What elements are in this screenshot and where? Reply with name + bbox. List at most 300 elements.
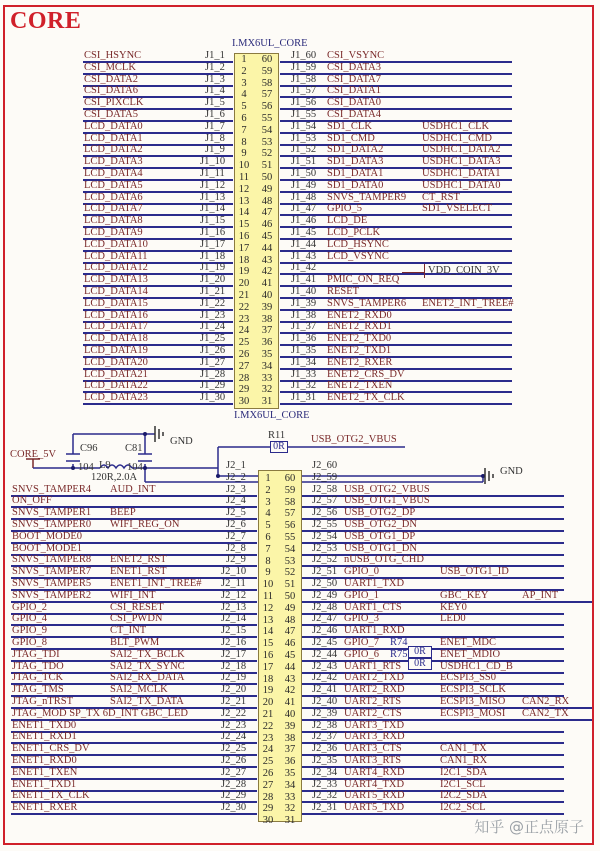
j2-pin-number-left: 30 <box>262 815 274 827</box>
j1-left-pin-ref: J1_29 <box>200 380 226 392</box>
j2-left-pin-ref: J2_11 <box>221 578 246 589</box>
j1-pin-number-left: 12 <box>238 183 250 195</box>
j1-pin-number-left: 6 <box>241 113 247 124</box>
j1-right-alt-label: USDHC1_DATA3 <box>422 156 501 168</box>
j1-left-net-label: LCD_DATA2 <box>84 144 143 156</box>
j2-right-net-label: UART1_RTS <box>344 660 402 672</box>
j2-right-alt-label: LED0 <box>440 613 466 625</box>
j2-pin-number-left: 25 <box>262 756 274 768</box>
j2-left-net-label: ENET1_TX_CLK <box>12 790 90 802</box>
j1-pin-number-left: 15 <box>238 219 250 231</box>
j1-pin-number-left: 4 <box>241 89 247 101</box>
j2-right-wire <box>302 754 564 756</box>
j2-right-wire <box>302 636 564 638</box>
j2-left-alt-label: WIFI_REG_ON <box>110 519 180 530</box>
j1-pin-number-right: 57 <box>261 89 273 101</box>
j1-pin-number-left: 8 <box>241 136 247 148</box>
j1-right-pin-ref: J1_49 <box>291 179 317 191</box>
j2-left-pin-ref: J2_14 <box>221 613 247 625</box>
j1-left-pin-ref: J1_27 <box>200 356 226 368</box>
j2-pin-number-left: 2 <box>265 484 271 496</box>
j2-left-pin-ref: J2_6 <box>226 519 246 530</box>
j2-right-net-label: UART3_TXD <box>344 719 405 731</box>
j1-left-pin-ref: J1_21 <box>200 286 226 297</box>
j2-pin-number-right: 48 <box>284 614 296 626</box>
j1-right-net-label: LCD_HSYNC <box>327 238 389 250</box>
j2-right-wire <box>302 660 564 662</box>
r75-resistor: 0R <box>408 658 432 670</box>
j2-left-net-label: SNVS_TAMPER4 <box>12 483 92 495</box>
j2-pin-number-right: 39 <box>284 720 296 732</box>
j2-right-alt-label: ENET_MDC <box>440 637 496 648</box>
j2-left-pin-ref: J2_18 <box>221 660 247 672</box>
j1-pin-number-right: 41 <box>261 278 273 290</box>
j2-left-net-label: SNVS_TAMPER1 <box>12 507 92 519</box>
j2-right-pin-ref: J2_43 <box>312 660 338 672</box>
j1-left-pin-ref: J1_11 <box>200 168 225 179</box>
j2-pin-number-right: 47 <box>284 626 296 638</box>
j1-left-net-label: LCD_DATA15 <box>84 297 148 309</box>
j1-left-pin-ref: J1_8 <box>205 132 225 144</box>
j1-right-net-label: SD1_DATA1 <box>327 168 384 179</box>
j2-left-net-label: GPIO_8 <box>12 637 48 648</box>
j2-right-net-label: UART2_RXD <box>344 684 405 696</box>
j1-left-pin-ref: J1_6 <box>205 109 225 120</box>
j2-right-wire <box>302 742 564 744</box>
j2-pin-number-left: 3 <box>265 496 271 508</box>
j2-right-wire <box>302 813 564 815</box>
j1-right-net-label: CSI_DATA3 <box>327 61 381 73</box>
j1-left-net-label: LCD_DATA18 <box>84 333 148 345</box>
j1-pin-number-right: 50 <box>261 172 273 183</box>
j2-pin-number-right: 59 <box>284 484 296 496</box>
j1-pin-number-right: 53 <box>261 136 273 148</box>
j2-left-pin-ref: J2_10 <box>221 566 247 578</box>
j1-left-pin-ref: J1_23 <box>200 309 226 321</box>
j2-right-alt-label: CAN1_RX <box>440 755 488 766</box>
watermark: 知乎 @正点原子 <box>474 818 584 836</box>
j1-left-pin-ref: J1_22 <box>200 297 226 309</box>
j1-pin-number-left: 27 <box>238 360 250 372</box>
j1-left-net-label: CSI_HSYNC <box>84 50 142 61</box>
j2-pin-number-left: 26 <box>262 768 274 779</box>
j2-right-wire <box>302 530 564 532</box>
c81-value: 104 <box>127 462 143 473</box>
j2-left-net-label: ENET1_RXD0 <box>12 755 77 766</box>
j1-right-net-label: CSI_DATA0 <box>327 97 381 109</box>
j2-right-pin-ref: J2_48 <box>312 601 338 613</box>
gnd-label-1: GND <box>170 436 193 447</box>
j1-pin-number-right: 45 <box>261 231 273 242</box>
c96-label: C96 <box>80 443 98 454</box>
j1-right-alt-label: USDHC1_CMD <box>422 132 493 144</box>
j2-left-pin-ref: J2_30 <box>221 802 247 814</box>
j2-pin-number-right: 38 <box>284 732 296 744</box>
j1-right-net-label: ENET2_TXD0 <box>327 333 392 345</box>
j2-left-alt-label: CSI_RESET <box>110 601 164 613</box>
j2-left-pin-ref: J2_22 <box>221 707 247 719</box>
j2-left-net-label: ENET1_TXD1 <box>12 778 77 790</box>
j2-right-wire <box>302 577 564 579</box>
j2-left-pin-ref: J2_28 <box>221 778 247 790</box>
j2-left-net-label: SNVS_TAMPER0 <box>12 519 92 530</box>
j2-right-alt-label: KEY0 <box>440 601 467 613</box>
j1-left-net-label: CSI_DATA6 <box>84 85 138 97</box>
j2-right-pin-ref: J2_54 <box>312 530 338 542</box>
j1-left-net-label: LCD_DATA10 <box>84 238 148 250</box>
j2-right-net-label: GPIO_6 <box>344 648 380 660</box>
j2-pin-number-right: 34 <box>284 779 296 791</box>
j1-pin-number-left: 10 <box>238 160 250 172</box>
j2-left-pin-ref: J2_5 <box>226 507 246 519</box>
j1-pin-number-left: 3 <box>241 77 247 89</box>
j2-right-pin-ref: J2_38 <box>312 719 338 731</box>
r74-resistor: 0R <box>408 646 432 658</box>
j1-left-pin-ref: J1_2 <box>205 61 225 73</box>
j2-pin-number-left: 29 <box>262 803 274 815</box>
j2-right-net-label: UART2_TXD <box>344 672 405 684</box>
j2-right-pin-ref: J2_53 <box>312 542 338 554</box>
j1-pin-number-left: 18 <box>238 254 250 266</box>
j1-pin-number-right: 46 <box>261 219 273 231</box>
vdd-coin-wire <box>402 272 424 273</box>
j2-left-net-label: JTAG_TMS <box>12 684 64 696</box>
j2-right-net-label: UART5_TXD <box>344 802 405 814</box>
j2-right-pin-ref: J2_60 <box>312 460 338 471</box>
j1-right-net-label: SD1_DATA3 <box>327 156 384 168</box>
j2-right-pin-ref: J2_42 <box>312 672 338 684</box>
j1-right-pin-ref: J1_36 <box>291 333 317 345</box>
j1-right-pin-ref: J1_37 <box>291 321 317 333</box>
j2-right-wire <box>302 565 564 567</box>
j1-right-alt-label: USDHC1_DATA0 <box>422 179 501 191</box>
j2-right-pin-ref: J2_47 <box>312 613 338 625</box>
j1-right-net-label: LCD_DE <box>327 215 368 227</box>
j1-pin-number-left: 14 <box>238 207 250 219</box>
j1-left-pin-ref: J1_26 <box>200 345 226 356</box>
j2-left-alt-label: SAI2_TX_SYNC <box>110 660 185 672</box>
j2-right-wire <box>302 778 564 780</box>
j2-pin-number-right: 37 <box>284 744 296 756</box>
j2-left-alt-label: AUD_INT <box>110 483 156 495</box>
j1-left-net-label: LCD_DATA23 <box>84 392 148 404</box>
j2-pin-number-right: 43 <box>284 673 296 685</box>
j1-right-net-label: LCD_VSYNC <box>327 250 389 262</box>
j1-right-pin-ref: J1_56 <box>291 97 317 109</box>
j2-right-pin-ref: J2_50 <box>312 578 338 589</box>
j1-right-net-label: SNVS_TAMPER9 <box>327 191 407 203</box>
j2-right-pin-ref: J2_40 <box>312 696 338 707</box>
j1-pin-number-left: 20 <box>238 278 250 290</box>
j2-left-pin-ref: J2_21 <box>221 696 247 707</box>
j2-pin-number-left: 6 <box>265 532 271 543</box>
j2-left-pin-ref: J2_8 <box>226 542 246 554</box>
j1-right-pin-ref: J1_60 <box>291 50 317 61</box>
j1-left-net-label: LCD_DATA12 <box>84 262 148 274</box>
j1-right-net-label: PMIC_ON_REQ <box>327 274 400 286</box>
page-title: CORE <box>10 8 82 34</box>
j1-pin-number-right: 59 <box>261 65 273 77</box>
j1-left-net-label: LCD_DATA16 <box>84 309 148 321</box>
j1-left-pin-ref: J1_28 <box>200 368 226 380</box>
j1-left-pin-ref: J1_13 <box>200 191 226 203</box>
j2-right-alt-label: I2C2_SCL <box>440 802 486 814</box>
j1-pin-number-left: 5 <box>241 101 247 113</box>
j2-right-pin-ref: J2_32 <box>312 790 338 802</box>
j2-pin-number-right: 52 <box>284 567 296 579</box>
j2-pin-number-left: 21 <box>262 709 274 720</box>
j1-pin-number-right: 54 <box>261 124 273 136</box>
j1-pin-number-left: 1 <box>241 54 247 65</box>
j2-left-net-label: ENET1_RXD1 <box>12 731 77 743</box>
j2-left-alt-label: SAI2_RX_DATA <box>110 672 185 684</box>
j1-right-pin-ref: J1_46 <box>291 215 317 227</box>
j2-pin-number-left: 16 <box>262 650 274 661</box>
j2-pin-number-right: 36 <box>284 756 296 768</box>
j1-left-pin-ref: J1_19 <box>200 262 226 274</box>
j1-right-alt-label: USDHC1_CLK <box>422 120 490 132</box>
j1-pin-number-left: 9 <box>241 148 247 160</box>
j1-right-pin-ref: J1_42 <box>291 262 317 274</box>
j2-left-pin-ref: J2_1 <box>226 460 246 471</box>
j1-right-net-label: ENET2_TXD1 <box>327 345 392 356</box>
j2-pin-number-left: 24 <box>262 744 274 756</box>
j2-right-wire <box>302 790 564 792</box>
j2-pin-number-right: 57 <box>284 508 296 520</box>
j2-right-wire <box>302 554 564 556</box>
j1-pin-number-right: 51 <box>261 160 273 172</box>
j2-right-alt-label: I2C1_SCL <box>440 778 486 790</box>
j1-pin-number-left: 17 <box>238 242 250 254</box>
j2-pin-number-left: 18 <box>262 673 274 685</box>
j1-left-pin-ref: J1_1 <box>205 50 225 61</box>
j2-left-pin-ref: J2_26 <box>221 755 247 766</box>
r75-label: R75 <box>390 648 408 660</box>
j2-pin-number-left: 27 <box>262 779 274 791</box>
j2-pin-number-left: 7 <box>265 543 271 555</box>
j1-right-pin-ref: J1_34 <box>291 356 317 368</box>
j2-pin-number-left: 11 <box>262 591 274 602</box>
j1-pin-number-right: 34 <box>261 360 273 372</box>
j1-left-net-label: LCD_DATA14 <box>84 286 148 297</box>
j2-pin-number-left: 28 <box>262 791 274 803</box>
j2-left-net-label: ENET1_TXEN <box>12 766 78 778</box>
j2-right-pin-ref: J2_58 <box>312 483 338 495</box>
j2-right-net-label: UART1_RXD <box>344 625 405 637</box>
j2-left-pin-ref: J2_2 <box>226 471 246 483</box>
j1-left-pin-ref: J1_7 <box>205 120 225 132</box>
j2-left-alt-label: ENET1_INT_TREE# <box>110 578 202 589</box>
c81-label: C81 <box>125 443 143 454</box>
j1-pin-number-right: 52 <box>261 148 273 160</box>
j2-right-pin-ref: J2_55 <box>312 519 338 530</box>
j1-right-pin-ref: J1_33 <box>291 368 317 380</box>
j1-pin-number-right: 48 <box>261 195 273 207</box>
j1-pin-number-left: 23 <box>238 313 250 325</box>
j1-right-net-label: SD1_DATA2 <box>327 144 384 156</box>
j2-left-pin-ref: J2_4 <box>226 495 246 507</box>
j2-pin-number-right: 40 <box>284 709 296 720</box>
j1-right-pin-ref: J1_35 <box>291 345 317 356</box>
j1-left-pin-ref: J1_30 <box>200 392 226 404</box>
j2-right-wire <box>302 672 564 674</box>
j1-left-pin-ref: J1_15 <box>200 215 226 227</box>
j1-pin-number-left: 28 <box>238 372 250 384</box>
j1-pin-number-right: 55 <box>261 113 273 124</box>
j2-right-net-label: USB_OTG2_DN <box>344 519 417 530</box>
j1-pin-number-right: 39 <box>261 301 273 313</box>
j1-right-alt-label: SD1_VSELECT <box>422 203 493 215</box>
j1-pin-number-right: 42 <box>261 266 273 278</box>
j2-left-net-label: SNVS_TAMPER8 <box>12 554 92 566</box>
j1-left-net-label: LCD_DATA21 <box>84 368 148 380</box>
j1-pin-number-right: 36 <box>261 337 273 349</box>
j1-pin-number-right: 33 <box>261 372 273 384</box>
j2-left-pin-ref: J2_16 <box>221 637 247 648</box>
j2-right-alt-label: ECSPI3_MOSI <box>440 707 506 719</box>
j2-right-alt-label: ENET_MDIO <box>440 648 501 660</box>
j1-right-pin-ref: J1_50 <box>291 168 317 179</box>
j1-right-net-label: CSI_DATA4 <box>327 109 381 120</box>
j2-pin-number-left: 4 <box>265 508 271 520</box>
j2-right-alt-label: ECSPI3_SCLK <box>440 684 506 696</box>
r11-label: R11 <box>268 430 286 441</box>
j2-left-pin-ref: J2_20 <box>221 684 247 696</box>
j1-right-net-label: ENET2_RXER <box>327 356 393 368</box>
j2-right-pin-ref: J2_35 <box>312 755 338 766</box>
j1-right-pin-ref: J1_41 <box>291 274 317 286</box>
j2-pin-number-left: 9 <box>265 567 271 579</box>
j2-pin-number-left: 1 <box>265 473 271 484</box>
j1-pin-number-left: 2 <box>241 65 247 77</box>
j1-right-net-label: SD1_CLK <box>327 120 372 132</box>
j1-right-net-label: CSI_DATA1 <box>327 85 381 97</box>
j1-left-net-label: LCD_DATA19 <box>84 345 148 356</box>
j2-right-net-label: USB_OTG1_DN <box>344 542 417 554</box>
j2-left-net-label: SNVS_TAMPER5 <box>12 578 92 589</box>
j2-right-pin-ref: J2_46 <box>312 625 338 637</box>
j2-left-pin-ref: J2_9 <box>226 554 246 566</box>
j2-pin-number-left: 20 <box>262 697 274 709</box>
j2-right-alt-label: USDHC1_CD_B <box>440 660 513 672</box>
j2-left-pin-ref: J2_19 <box>221 672 247 684</box>
j1-label-top: I.MX6UL_CORE <box>232 38 308 49</box>
j2-left-pin-ref: J2_29 <box>221 790 247 802</box>
j2-right-net-label: UART3_RXD <box>344 731 405 743</box>
j1-pin-number-right: 31 <box>261 396 273 408</box>
j2-left-pin-ref: J2_12 <box>221 589 247 601</box>
j2-right-pin-ref: J2_56 <box>312 507 338 519</box>
j2-left-pin-ref: J2_17 <box>221 648 247 660</box>
j2-right-net-label: nUSB_OTG_CHD <box>344 554 424 566</box>
j1-pin-number-right: 40 <box>261 290 273 301</box>
j1-right-pin-ref: J1_32 <box>291 380 317 392</box>
j2-right-net-label: USB_OTG1_DP <box>344 530 416 542</box>
j2-right-pin-ref: J2_39 <box>312 707 338 719</box>
j2-left-net-label: BOOT_MODE1 <box>12 542 82 554</box>
j1-pin-number-right: 35 <box>261 349 273 360</box>
j1-pin-number-left: 30 <box>238 396 250 408</box>
l9-value: 120R,2.0A <box>91 472 138 483</box>
j1-right-net-label: ENET2_TX_CLK <box>327 392 405 404</box>
j1-right-pin-ref: J1_44 <box>291 238 317 250</box>
j1-left-pin-ref: J1_16 <box>200 227 226 238</box>
j1-pin-number-left: 16 <box>238 231 250 242</box>
j2-right-net-label: USB_OTG1_VBUS <box>344 495 430 507</box>
j1-right-pin-ref: J1_55 <box>291 109 317 120</box>
j2-left-alt-label: ENET2_RST <box>110 554 167 566</box>
j2-left-pin-ref: J2_23 <box>221 719 247 731</box>
j1-pin-number-right: 47 <box>261 207 273 219</box>
j2-right-pin-ref: J2_59 <box>312 471 338 483</box>
j2-right-alt-label: ECSPI3_MISO <box>440 696 506 707</box>
j1-right-pin-ref: J1_59 <box>291 61 317 73</box>
j1-pin-number-left: 26 <box>238 349 250 360</box>
j1-left-pin-ref: J1_12 <box>200 179 226 191</box>
j2-left-alt-label: SAI2_TX_BCLK <box>110 648 185 660</box>
j1-left-pin-ref: J1_3 <box>205 73 225 85</box>
j2-right-net-label: GPIO_7 <box>344 637 380 648</box>
core-5v-label: CORE_5V <box>10 449 57 460</box>
j2-right-net-label: UART5_RXD <box>344 790 405 802</box>
j1-right-pin-ref: J1_31 <box>291 392 317 404</box>
j1-left-pin-ref: J1_14 <box>200 203 226 215</box>
j1-pin-number-right: 38 <box>261 313 273 325</box>
j2-right-pin-ref: J2_51 <box>312 566 338 578</box>
j1-right-pin-ref: J1_40 <box>291 286 317 297</box>
j1-right-pin-ref: J1_47 <box>291 203 317 215</box>
j1-left-net-label: CSI_PIXCLK <box>84 97 144 109</box>
j2-right-pin-ref: J2_34 <box>312 766 338 778</box>
vdd-coin-label: VDD_COIN_3V <box>428 265 500 276</box>
j1-pin-number-right: 37 <box>261 325 273 337</box>
j2-left-pin-ref: J2_27 <box>221 766 247 778</box>
j1-right-pin-ref: J1_48 <box>291 191 317 203</box>
j2-right-wire <box>302 683 564 685</box>
j2-right-pin-ref: J2_57 <box>312 495 338 507</box>
j2-left-net-label: ENET1_RXER <box>12 802 78 814</box>
j1-left-pin-ref: J1_24 <box>200 321 226 333</box>
j1-pin-number-right: 44 <box>261 242 273 254</box>
j1-right-alt-label: ENET2_INT_TREE# <box>422 297 514 309</box>
j2-left-alt-label: ENET1_RST <box>110 566 167 578</box>
j1-right-pin-ref: J1_52 <box>291 144 317 156</box>
j2-left-net-label: JTAG_TCK <box>12 672 64 684</box>
j1-pin-number-left: 7 <box>241 124 247 136</box>
j2-right-wire <box>302 766 564 768</box>
j1-left-net-label: LCD_DATA13 <box>84 274 148 286</box>
j1-right-net-label: ENET2_CRS_DV <box>327 368 405 380</box>
j2-right-wire <box>302 648 564 650</box>
j1-pin-number-right: 60 <box>261 54 273 65</box>
j1-left-pin-ref: J1_20 <box>200 274 226 286</box>
j2-left-net-label: GPIO_4 <box>12 613 48 625</box>
j2-left-net-label: GPIO_2 <box>12 601 48 613</box>
j2-left-alt-label: SAI2_TX_DATA <box>110 696 184 707</box>
j1-right-net-label: CSI_VSYNC <box>327 50 385 61</box>
j2-pin-number-right: 42 <box>284 685 296 697</box>
j2-right-pin-ref: J2_52 <box>312 554 338 566</box>
j2-right-net-label: UART4_RXD <box>344 766 405 778</box>
j2-pin-number-right: 49 <box>284 602 296 614</box>
j2-right-net-label: GPIO_3 <box>344 613 380 625</box>
j2-right-alt-label: ECSPI3_SS0 <box>440 672 497 684</box>
j2-pin-number-left: 13 <box>262 614 274 626</box>
j2-pin-number-right: 58 <box>284 496 296 508</box>
j1-pin-number-left: 19 <box>238 266 250 278</box>
j1-right-net-label: SD1_CMD <box>327 132 375 144</box>
j2-left-pin-ref: J2_15 <box>221 625 247 637</box>
